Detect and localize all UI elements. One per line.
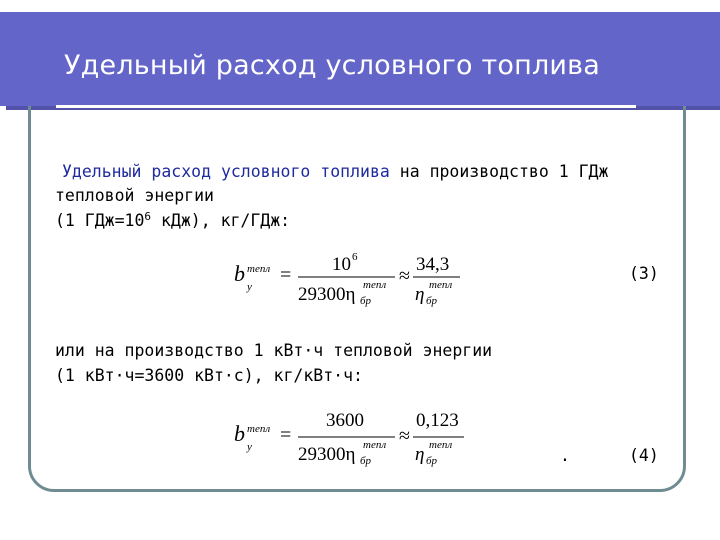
paragraph1-line3-sup: 6: [144, 210, 152, 223]
formula-4-lhs-sup: тепл: [247, 423, 271, 435]
slide-title: Удельный расход условного топлива: [64, 50, 601, 81]
paragraph1-line2: тепловой энергии: [55, 186, 214, 205]
formula-3-result-sub: бр: [426, 295, 438, 307]
formula-3-numerator: 10: [332, 254, 351, 275]
formula-3-equals: =: [280, 264, 292, 286]
formula-4-eta-sub: бр: [360, 455, 372, 467]
formula-4-result-sup: тепл: [429, 439, 453, 451]
formula-4: [232, 406, 482, 472]
formula-4-equals: =: [280, 424, 292, 446]
formula-4-lhs-sub: у: [247, 441, 252, 453]
formula-3-approx: ≈: [399, 265, 410, 287]
formula-3-svg: [232, 248, 482, 308]
paragraph1-highlight: Удельный расход условного топлива: [62, 162, 390, 181]
formula-4-result-sub: бр: [426, 455, 438, 467]
formula-3-denominator: 29300η: [298, 284, 356, 305]
formula-3: [232, 248, 482, 312]
formula-4-eta-sup: тепл: [363, 439, 387, 451]
formula-3-eta-sup: тепл: [363, 279, 387, 291]
paragraph1-line1: [62, 161, 608, 183]
formula-3-result-sup: тепл: [429, 279, 453, 291]
title-underline: [56, 105, 636, 108]
formula-4-numerator: 3600: [326, 410, 364, 431]
paragraph1-line3-post: кДж), кг/ГДж:: [151, 211, 291, 230]
paragraph2-line1: или на производство 1 кВт·ч тепловой энергии: [55, 341, 493, 360]
formula-3-result-num: 34,3: [416, 254, 450, 275]
formula-3-lhs-sub: у: [247, 281, 252, 293]
equation-number-4: (4): [629, 446, 659, 465]
formula-4-approx: ≈: [399, 425, 410, 447]
paragraph1-rest: на производство 1 ГДж: [389, 162, 609, 181]
formula-4-dot: .: [560, 446, 570, 465]
equation-number-3: (3): [629, 264, 659, 283]
formula-4-svg: [232, 406, 482, 468]
formula-4-result-num: 0,123: [416, 410, 459, 431]
formula-4-result-den: η: [415, 444, 425, 465]
formula-3-lhs: b: [234, 261, 245, 286]
formula-4-denominator: 29300η: [298, 444, 356, 465]
formula-3-result-den: η: [415, 284, 425, 305]
formula-3-numerator-sup: 6: [352, 251, 358, 263]
formula-3-eta-sub: бр: [360, 295, 372, 307]
formula-4-lhs: b: [234, 421, 245, 446]
paragraph2-line2: (1 кВт·ч=3600 кВт·с), кг/кВт·ч:: [55, 366, 363, 385]
title-bar: [0, 12, 720, 106]
formula-3-lhs-sup: тепл: [247, 263, 271, 275]
paragraph1-line3: [55, 210, 290, 232]
paragraph1-line3-pre: (1 ГДж=10: [55, 211, 145, 230]
